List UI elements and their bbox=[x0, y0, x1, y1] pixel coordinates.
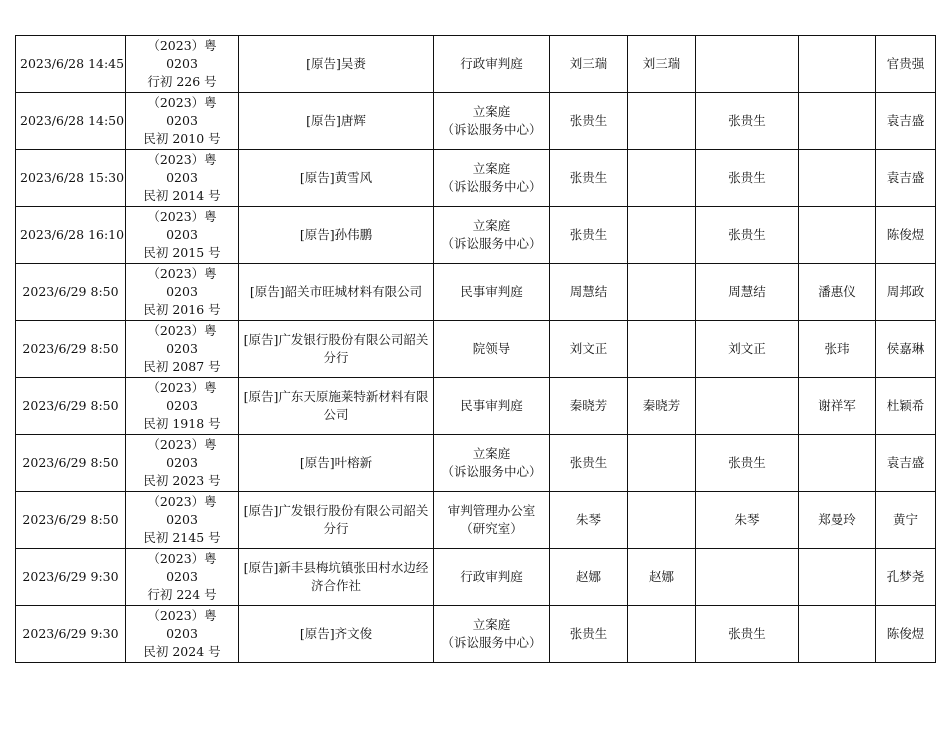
parties-cell: [原告]新丰县梅坑镇张田村水边经济合作社 bbox=[239, 549, 434, 606]
judge-cell bbox=[628, 492, 696, 549]
parties-cell: [原告]韶关市旺城材料有限公司 bbox=[239, 264, 434, 321]
parties-cell: [原告]齐文俊 bbox=[239, 606, 434, 663]
judge-cell bbox=[628, 435, 696, 492]
parties-cell: [原告]黄雪风 bbox=[239, 150, 434, 207]
presiding-judge-cell: 张贵生 bbox=[550, 435, 628, 492]
juror-cell bbox=[799, 36, 876, 93]
case-number-cell-line-1: （2023）粤 0203 bbox=[147, 209, 217, 242]
clerk-cell: 袁吉盛 bbox=[876, 435, 936, 492]
clerk-cell: 陈俊煜 bbox=[876, 207, 936, 264]
judge-cell: 赵娜 bbox=[628, 549, 696, 606]
tribunal-cell-line-1: 立案庭 bbox=[472, 446, 511, 461]
case-number-cell-line-1: （2023）粤 0203 bbox=[147, 437, 217, 470]
hearing-schedule-table bbox=[15, 35, 936, 663]
hearing-time-cell: 2023/6/29 9:30 bbox=[16, 606, 126, 663]
case-number-cell-line-2: 行初 226 号 bbox=[147, 74, 217, 89]
hearing-time-cell: 2023/6/28 14:45 bbox=[16, 36, 126, 93]
presiding-judge-cell: 张贵生 bbox=[550, 207, 628, 264]
case-number-cell-line-1: （2023）粤 0203 bbox=[147, 323, 217, 356]
case-number-cell-line-2: 民初 2010 号 bbox=[143, 131, 221, 146]
case-number-cell bbox=[126, 321, 239, 378]
case-number-cell bbox=[126, 36, 239, 93]
table-body bbox=[16, 36, 936, 663]
judge-cell-2: 张贵生 bbox=[696, 93, 799, 150]
clerk-cell: 袁吉盛 bbox=[876, 150, 936, 207]
judge-cell-2 bbox=[696, 549, 799, 606]
tribunal-cell-line-1: 立案庭 bbox=[472, 161, 511, 176]
clerk-cell: 陈俊煜 bbox=[876, 606, 936, 663]
hearing-time-cell: 2023/6/28 15:30 bbox=[16, 150, 126, 207]
judge-cell-2: 张贵生 bbox=[696, 150, 799, 207]
juror-cell bbox=[799, 549, 876, 606]
judge-cell bbox=[628, 264, 696, 321]
hearing-time-cell: 2023/6/28 14:50 bbox=[16, 93, 126, 150]
presiding-judge-cell: 周慧结 bbox=[550, 264, 628, 321]
case-number-cell-line-1: （2023）粤 0203 bbox=[147, 608, 217, 641]
case-number-cell-line-1: （2023）粤 0203 bbox=[147, 380, 217, 413]
case-number-cell-line-1: （2023）粤 0203 bbox=[147, 95, 217, 128]
tribunal-cell-line-2: （诉讼服务中心） bbox=[441, 464, 542, 479]
tribunal-cell-line-2: （诉讼服务中心） bbox=[441, 635, 542, 650]
judge-cell-2: 朱琴 bbox=[696, 492, 799, 549]
tribunal-cell-line-2: （诉讼服务中心） bbox=[441, 236, 542, 251]
parties-cell: [原告]孙伟鹏 bbox=[239, 207, 434, 264]
juror-cell: 潘惠仪 bbox=[799, 264, 876, 321]
table-row bbox=[16, 321, 936, 378]
case-number-cell bbox=[126, 435, 239, 492]
tribunal-cell bbox=[434, 150, 550, 207]
clerk-cell: 袁吉盛 bbox=[876, 93, 936, 150]
tribunal-cell bbox=[434, 606, 550, 663]
parties-cell: [原告]吴赉 bbox=[239, 36, 434, 93]
clerk-cell: 官贵强 bbox=[876, 36, 936, 93]
table-row bbox=[16, 207, 936, 264]
juror-cell: 谢祥军 bbox=[799, 378, 876, 435]
table-row bbox=[16, 378, 936, 435]
tribunal-cell bbox=[434, 435, 550, 492]
hearing-time-cell: 2023/6/29 8:50 bbox=[16, 264, 126, 321]
hearing-time-cell: 2023/6/29 8:50 bbox=[16, 492, 126, 549]
tribunal-cell-line-1: 审判管理办公室 bbox=[447, 503, 536, 518]
tribunal-cell: 民事审判庭 bbox=[434, 378, 550, 435]
parties-cell: [原告]广发银行股份有限公司韶关分行 bbox=[239, 492, 434, 549]
table-row bbox=[16, 492, 936, 549]
presiding-judge-cell: 赵娜 bbox=[550, 549, 628, 606]
judge-cell: 秦晓芳 bbox=[628, 378, 696, 435]
case-number-cell-line-2: 民初 2015 号 bbox=[143, 245, 221, 260]
case-number-cell bbox=[126, 150, 239, 207]
juror-cell bbox=[799, 207, 876, 264]
tribunal-cell bbox=[434, 93, 550, 150]
clerk-cell: 周邦政 bbox=[876, 264, 936, 321]
presiding-judge-cell: 朱琴 bbox=[550, 492, 628, 549]
juror-cell bbox=[799, 435, 876, 492]
table-row bbox=[16, 435, 936, 492]
judge-cell-2: 张贵生 bbox=[696, 435, 799, 492]
tribunal-cell-line-1: 立案庭 bbox=[472, 617, 511, 632]
judge-cell bbox=[628, 150, 696, 207]
tribunal-cell: 院领导 bbox=[434, 321, 550, 378]
clerk-cell: 黄宁 bbox=[876, 492, 936, 549]
table-row bbox=[16, 36, 936, 93]
judge-cell-2: 刘文正 bbox=[696, 321, 799, 378]
case-number-cell bbox=[126, 492, 239, 549]
case-number-cell bbox=[126, 549, 239, 606]
juror-cell: 张玮 bbox=[799, 321, 876, 378]
tribunal-cell bbox=[434, 207, 550, 264]
tribunal-cell-line-2: （诉讼服务中心） bbox=[441, 122, 542, 137]
case-number-cell-line-1: （2023）粤 0203 bbox=[147, 152, 217, 185]
hearing-time-cell: 2023/6/29 8:50 bbox=[16, 435, 126, 492]
case-number-cell-line-1: （2023）粤 0203 bbox=[147, 494, 217, 527]
parties-cell: [原告]广发银行股份有限公司韶关分行 bbox=[239, 321, 434, 378]
case-number-cell-line-1: （2023）粤 0203 bbox=[147, 551, 217, 584]
juror-cell bbox=[799, 93, 876, 150]
judge-cell-2: 张贵生 bbox=[696, 606, 799, 663]
case-number-cell-line-1: （2023）粤 0203 bbox=[147, 266, 217, 299]
juror-cell: 郑曼玲 bbox=[799, 492, 876, 549]
parties-cell: [原告]叶榕新 bbox=[239, 435, 434, 492]
judge-cell bbox=[628, 606, 696, 663]
presiding-judge-cell: 张贵生 bbox=[550, 150, 628, 207]
presiding-judge-cell: 刘三瑞 bbox=[550, 36, 628, 93]
case-number-cell-line-2: 民初 2087 号 bbox=[143, 359, 221, 374]
hearing-time-cell: 2023/6/29 9:30 bbox=[16, 549, 126, 606]
judge-cell-2: 周慧结 bbox=[696, 264, 799, 321]
case-number-cell-line-2: 民初 2024 号 bbox=[143, 644, 221, 659]
presiding-judge-cell: 刘文正 bbox=[550, 321, 628, 378]
tribunal-cell: 行政审判庭 bbox=[434, 36, 550, 93]
table-row bbox=[16, 150, 936, 207]
parties-cell: [原告]唐辉 bbox=[239, 93, 434, 150]
judge-cell-2 bbox=[696, 378, 799, 435]
tribunal-cell: 民事审判庭 bbox=[434, 264, 550, 321]
tribunal-cell-line-2: （研究室） bbox=[460, 521, 523, 536]
case-number-cell-line-2: 民初 1918 号 bbox=[143, 416, 221, 431]
presiding-judge-cell: 张贵生 bbox=[550, 93, 628, 150]
case-number-cell-line-2: 行初 224 号 bbox=[147, 587, 217, 602]
clerk-cell: 杜颖希 bbox=[876, 378, 936, 435]
judge-cell-2 bbox=[696, 36, 799, 93]
tribunal-cell bbox=[434, 492, 550, 549]
case-number-cell bbox=[126, 93, 239, 150]
judge-cell bbox=[628, 321, 696, 378]
tribunal-cell-line-2: （诉讼服务中心） bbox=[441, 179, 542, 194]
case-number-cell-line-2: 民初 2014 号 bbox=[143, 188, 221, 203]
tribunal-cell-line-1: 立案庭 bbox=[472, 218, 511, 233]
table-row bbox=[16, 549, 936, 606]
tribunal-cell: 行政审判庭 bbox=[434, 549, 550, 606]
case-number-cell bbox=[126, 264, 239, 321]
table-row bbox=[16, 606, 936, 663]
clerk-cell: 孔梦尧 bbox=[876, 549, 936, 606]
juror-cell bbox=[799, 606, 876, 663]
table-row bbox=[16, 264, 936, 321]
case-number-cell bbox=[126, 378, 239, 435]
case-number-cell bbox=[126, 606, 239, 663]
case-number-cell-line-2: 民初 2023 号 bbox=[143, 473, 221, 488]
parties-cell: [原告]广东天原施莱特新材料有限公司 bbox=[239, 378, 434, 435]
hearing-time-cell: 2023/6/29 8:50 bbox=[16, 378, 126, 435]
hearing-time-cell: 2023/6/28 16:10 bbox=[16, 207, 126, 264]
clerk-cell: 侯嘉琳 bbox=[876, 321, 936, 378]
table-row bbox=[16, 93, 936, 150]
judge-cell-2: 张贵生 bbox=[696, 207, 799, 264]
tribunal-cell-line-1: 立案庭 bbox=[472, 104, 511, 119]
judge-cell bbox=[628, 93, 696, 150]
presiding-judge-cell: 张贵生 bbox=[550, 606, 628, 663]
hearing-time-cell: 2023/6/29 8:50 bbox=[16, 321, 126, 378]
judge-cell: 刘三瑞 bbox=[628, 36, 696, 93]
judge-cell bbox=[628, 207, 696, 264]
juror-cell bbox=[799, 150, 876, 207]
case-number-cell bbox=[126, 207, 239, 264]
case-number-cell-line-1: （2023）粤 0203 bbox=[147, 38, 217, 71]
case-number-cell-line-2: 民初 2145 号 bbox=[143, 530, 221, 545]
presiding-judge-cell: 秦晓芳 bbox=[550, 378, 628, 435]
case-number-cell-line-2: 民初 2016 号 bbox=[143, 302, 221, 317]
